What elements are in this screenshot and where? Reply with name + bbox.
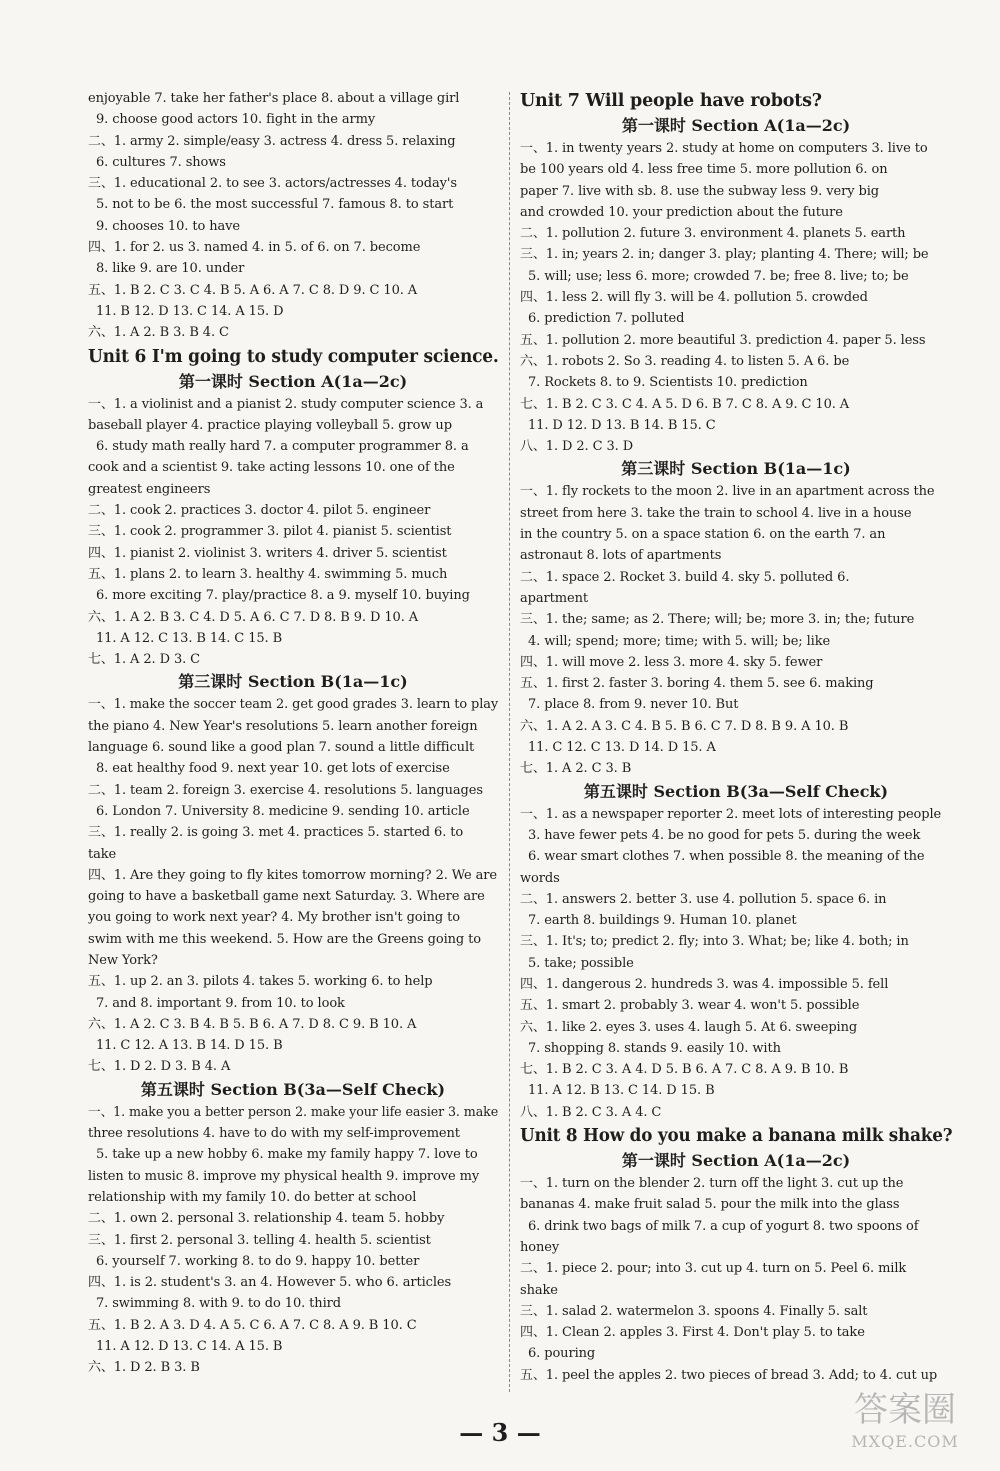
unit-heading: Unit 6 I'm going to study computer science. [88,346,499,367]
answer-line: 七、1. D 2. D 3. B 4. A [88,1059,231,1075]
section-heading: 第一课时 Section A(1a—2c) [621,1151,851,1171]
answer-line: 五、1. up 2. an 3. pilots 4. takes 5. working 6. to help [88,974,433,990]
section-heading: 第一课时 Section A(1a—2c) [178,371,408,391]
answer-line: greatest engineers [88,481,211,497]
answer-line: 二、1. piece 2. pour; into 3. cut up 4. turn on 5. Peel 6. milk [520,1261,907,1277]
answer-line: 11. A 12. D 13. C 14. A 15. B [96,1339,283,1355]
answer-line: 二、1. pollution 2. future 3. environment 4. planets 5. earth [520,226,906,242]
section-heading: 第三课时 Section B(1a—1c) [621,459,851,479]
answer-line: 七、1. A 2. D 3. C [88,652,201,668]
section-heading: 第五课时 Section B(3a—Self Check) [140,1079,446,1099]
answer-line: 五、1. smart 2. probably 3. wear 4. won't 5. possible [520,998,860,1014]
unit-heading: Unit 8 How do you make a banana milk shake? [520,1126,953,1147]
answer-line: 7. Rockets 8. to 9. Scientists 10. prediction [528,375,808,391]
answer-line: 6. study math really hard 7. a computer programmer 8. a [96,439,469,455]
answer-line: 六、1. A 2. A 3. C 4. B 5. B 6. C 7. D 8. B 9. A 10. B [520,718,849,734]
answer-line: 6. yourself 7. working 8. to do 9. happy 10. better [96,1253,420,1269]
answer-line: 三、1. first 2. personal 3. telling 4. health 5. scientist [88,1232,431,1248]
answer-line: 6. wear smart clothes 7. when possible 8. the meaning of the [528,849,925,865]
answer-line: 三、1. really 2. is going 3. met 4. practices 5. started 6. to [88,825,464,841]
answer-line: 5. take; possible [528,955,634,971]
answer-line: 八、1. D 2. C 3. D [520,439,634,455]
answer-line: 5. not to be 6. the most successful 7. famous 8. to start [96,197,454,213]
answer-line: three resolutions 4. have to do with my self-improvement [88,1126,460,1142]
answer-line: 二、1. answers 2. better 3. use 4. pollution 5. space 6. in [520,891,887,907]
answer-line: 11. C 12. C 13. D 14. D 15. A [528,740,716,756]
page-number: — 3 — [459,1418,541,1447]
answer-line: 7. shopping 8. stands 9. easily 10. with [528,1040,781,1056]
answer-line: take [88,846,117,862]
answer-line: astronaut 8. lots of apartments [520,548,722,564]
answer-line: 五、1. B 2. A 3. D 4. A 5. C 6. A 7. C 8. A 9. B 10. C [88,1317,417,1333]
answer-line: 四、1. Clean 2. apples 3. First 4. Don't play 5. to take [520,1325,865,1341]
answer-line: baseball player 4. practice playing volleyball 5. grow up [88,417,452,433]
answer-line: 三、1. educational 2. to see 3. actors/actresses 4. today's [88,176,457,192]
answer-line: 一、1. as a newspaper reporter 2. meet lots of interesting people [520,806,942,822]
answer-line: be 100 years old 4. less free time 5. more pollution 6. on [520,162,888,178]
right-column [520,88,952,1386]
answer-line: 六、1. A 2. B 3. C 4. D 5. A 6. C 7. D 8. B 9. D 10. A [88,609,419,625]
answer-line: 7. and 8. important 9. from 10. to look [96,995,345,1011]
answer-line: 一、1. fly rockets to the moon 2. live in an apartment across the [520,484,935,500]
answer-line: 六、1. robots 2. So 3. reading 4. to listen 5. A 6. be [520,353,850,369]
answer-line: you going to work next year? 4. My brother isn't going to [88,910,460,926]
answer-line: swim with me this weekend. 5. How are the Greens going to [88,931,482,947]
answer-line: 七、1. A 2. C 3. B [520,761,632,777]
section-heading: 第五课时 Section B(3a—Self Check) [583,781,889,801]
answer-line: 4. will; spend; more; time; with 5. will; be; like [528,633,831,649]
answer-line: 五、1. peel the apples 2. two pieces of bread 3. Add; to 4. cut up [520,1367,938,1383]
answer-line: 四、1. will move 2. less 3. more 4. sky 5. fewer [520,654,823,670]
answer-line: 二、1. cook 2. practices 3. doctor 4. pilot 5. engineer [88,503,431,519]
answer-line: 一、1. a violinist and a pianist 2. study computer science 3. a [88,396,484,412]
answer-line: 四、1. pianist 2. violinist 3. writers 4. driver 5. scientist [88,545,447,561]
answer-line: in the country 5. on a space station 6. on the earth 7. an [520,527,886,543]
answer-line: going to have a basketball game next Saturday. 3. Where are [88,889,485,905]
answer-line: 三、1. the; same; as 2. There; will; be; more 3. in; the; future [520,612,915,628]
answer-line: 5. will; use; less 6. more; crowded 7. be; free 8. live; to; be [528,268,909,284]
answer-line: 四、1. is 2. student's 3. an 4. However 5. who 6. articles [88,1275,452,1291]
answer-line: 五、1. plans 2. to learn 3. healthy 4. swimming 5. much [88,566,448,582]
answer-line: the piano 4. New Year's resolutions 5. learn another foreign [88,718,478,734]
section-heading: 第一课时 Section A(1a—2c) [621,116,851,135]
answer-line: bananas 4. make fruit salad 5. pour the milk into the glass [520,1197,900,1213]
answer-line: 三、1. salad 2. watermelon 3. spoons 4. Finally 5. salt [520,1303,868,1319]
answer-line: 二、1. space 2. Rocket 3. build 4. sky 5. polluted 6. [520,569,850,585]
watermark-text: 答案圈 [854,1390,956,1430]
answer-line: 二、1. team 2. foreign 3. exercise 4. resolutions 5. languages [88,782,483,798]
answer-line: 11. B 12. D 13. C 14. A 15. D [96,303,284,319]
answer-line: 五、1. B 2. C 3. C 4. B 5. A 6. A 7. C 8. D 9. C 10. A [88,282,418,298]
answer-line: 四、1. less 2. will fly 3. will be 4. pollution 5. crowded [520,290,868,306]
answer-line: apartment [520,590,588,606]
answer-line: 6. pouring [528,1346,596,1362]
answer-line: New York? [88,952,158,968]
answer-line: 五、1. pollution 2. more beautiful 3. prediction 4. paper 5. less [520,332,926,348]
answer-line: 11. C 12. A 13. B 14. D 15. B [96,1038,283,1054]
answer-line: 五、1. first 2. faster 3. boring 4. them 5. see 6. making [520,676,874,692]
answer-line: 二、1. army 2. simple/easy 3. actress 4. dress 5. relaxing [88,133,456,149]
watermark-url: MXQE.COM [851,1432,959,1451]
answer-line: 六、1. A 2. C 3. B 4. B 5. B 6. A 7. D 8. C 9. B 10. A [88,1016,417,1032]
answer-line: 6. more exciting 7. play/practice 8. a 9. myself 10. buying [96,588,470,604]
answer-line: 四、1. dangerous 2. hundreds 3. was 4. impossible 5. fell [520,976,889,992]
answer-line: 六、1. A 2. B 3. B 4. C [88,325,229,341]
watermark-logo [830,1388,980,1460]
answer-line: relationship with my family 10. do better at school [88,1189,417,1205]
answer-line: 7. earth 8. buildings 9. Human 10. planet [528,913,797,929]
answer-line: enjoyable 7. take her father's place 8. about a village girl [88,91,460,106]
answer-line: 8. like 9. are 10. under [96,261,245,277]
answer-line: 一、1. make you a better person 2. make your life easier 3. make [88,1104,499,1120]
answer-line: 3. have fewer pets 4. be no good for pets 5. during the week [528,827,921,843]
answer-line: listen to music 8. improve my physical health 9. improve my [88,1168,480,1184]
answer-line: 三、1. in; years 2. in; danger 3. play; planting 4. There; will; be [520,247,929,263]
answer-line: words [520,870,560,886]
answer-line: 三、1. cook 2. programmer 3. pilot 4. pianist 5. scientist [88,524,452,540]
answer-line: paper 7. live with sb. 8. use the subway less 9. very big [520,183,879,199]
answer-line: 7. swimming 8. with 9. to do 10. third [96,1296,341,1312]
unit-heading: Unit 7 Will people have robots? [520,91,822,111]
answer-line: 9. choose good actors 10. fight in the army [96,112,376,128]
answer-line: language 6. sound like a good plan 7. sound a little difficult [88,740,475,756]
answer-line: 11. D 12. D 13. B 14. B 15. C [528,417,716,433]
answer-line: and crowded 10. your prediction about the future [520,204,843,220]
answer-line: 六、1. D 2. B 3. B [88,1360,200,1376]
answer-line: 6. cultures 7. shows [96,154,226,170]
answer-line: 9. chooses 10. to have [96,218,240,234]
answer-line: cook and a scientist 9. take acting lessons 10. one of the [88,460,455,476]
answer-line: 6. prediction 7. polluted [528,311,685,327]
answer-line: honey [520,1239,560,1255]
answer-line: 一、1. make the soccer team 2. get good grades 3. learn to play [88,697,499,713]
answer-line: 6. London 7. University 8. medicine 9. sending 10. article [96,803,470,819]
answer-line: 七、1. B 2. C 3. C 4. A 5. D 6. B 7. C 8. A 9. C 10. A [520,396,850,412]
answer-line: 8. eat healthy food 9. next year 10. get lots of exercise [96,761,450,777]
column-divider [509,92,510,1392]
answer-line: shake [520,1282,558,1298]
answer-line: 二、1. own 2. personal 3. relationship 4. team 5. hobby [88,1211,445,1227]
answer-line: 三、1. It's; to; predict 2. fly; into 3. What; be; like 4. both; in [520,934,909,950]
answer-line: 四、1. Are they going to fly kites tomorrow morning? 2. We are [88,867,497,883]
answer-line: 11. A 12. B 13. C 14. D 15. B [528,1083,715,1099]
section-heading: 第三课时 Section B(1a—1c) [178,672,408,692]
answer-line: 6. drink two bags of milk 7. a cup of yogurt 8. two spoons of [528,1218,919,1234]
answer-line: 5. take up a new hobby 6. make my family happy 7. love to [96,1147,478,1163]
left-column [88,88,498,1379]
answer-line: street from here 3. take the train to school 4. live in a house [520,505,912,521]
answer-line: 七、1. B 2. C 3. A 4. D 5. B 6. A 7. C 8. A 9. B 10. B [520,1062,849,1078]
answer-line: 11. A 12. C 13. B 14. C 15. B [96,630,283,646]
answer-line: 一、1. in twenty years 2. study at home on computers 3. live to [520,141,928,156]
answer-line: 六、1. like 2. eyes 3. uses 4. laugh 5. At 6. sweeping [520,1019,858,1035]
answer-line: 7. place 8. from 9. never 10. But [528,697,739,713]
answer-line: 一、1. turn on the blender 2. turn off the light 3. cut up the [520,1176,904,1192]
answer-line: 八、1. B 2. C 3. A 4. C [520,1104,662,1120]
answer-line: 四、1. for 2. us 3. named 4. in 5. of 6. on 7. become [88,240,421,256]
